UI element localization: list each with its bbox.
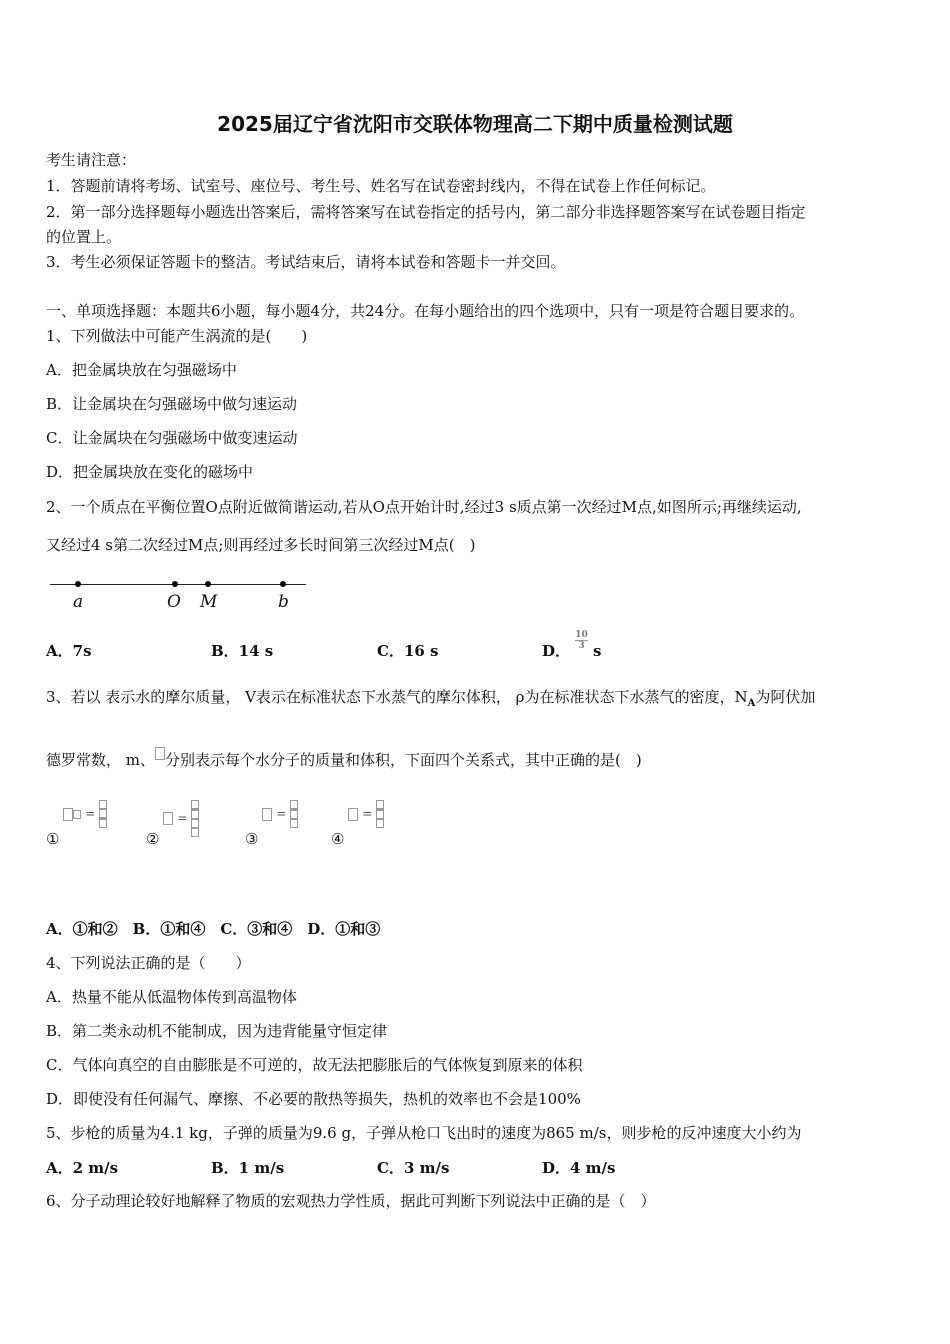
formula-4: ④ = xyxy=(331,800,384,828)
q3-stem: 3、若以 表示水的摩尔质量， V表示在标准状态下水蒸气的摩尔体积， ρ为在标准状态下水蒸气的密度，$N_A$为阿伏加 xyxy=(46,688,816,709)
q3-stem: 德罗常数， m、 分别表示每个水分子的质量和体积，下面四个关系式，其中正确的是( ) xyxy=(46,750,642,770)
q3-options: A．①和② B．①和④ C．③和④ D．①和③ xyxy=(46,920,381,938)
point-label: O xyxy=(167,592,181,612)
q5-option: C．3 m/s xyxy=(377,1159,450,1177)
q5-option: A．2 m/s xyxy=(46,1159,119,1177)
point-label: b xyxy=(278,592,289,612)
q1-option: A．把金属块放在匀强磁场中 xyxy=(46,361,237,379)
notice-item: 2．第一部分选择题每小题选出答案后，需将答案写在试卷指定的括号内，第二部分非选择题答案写在试卷题目指定 xyxy=(46,203,806,221)
point-label: M xyxy=(200,592,218,612)
q2-stem: 又经过4 s第二次经过M点;则再经过多长时间第三次经过M点( ) xyxy=(46,536,476,554)
q5-stem: 5、步枪的质量为4.1 kg，子弹的质量为9.6 g，子弹从枪口飞出时的速度为865 m/s，则步枪的反冲速度大小约为 xyxy=(46,1124,802,1142)
oscillation-diagram xyxy=(50,575,310,615)
q1-option: D．把金属块放在变化的磁场中 xyxy=(46,463,254,481)
q2-option-d: D． $\frac{10}{3}$ s xyxy=(542,629,602,660)
notice-item: 的位置上。 xyxy=(46,228,122,246)
section-heading: 一、单项选择题：本题共6小题，每小题4分，共24分。在每小题给出的四个选项中，只有一项是符合题目要求的。 xyxy=(46,302,805,320)
notice-heading: 考生请注意： xyxy=(46,151,137,169)
q2-stem: 2、一个质点在平衡位置O点附近做简谐运动,若从O点开始计时,经过3 s质点第一次经过M点,如图所示;再继续运动, xyxy=(46,498,802,516)
q4-option: A．热量不能从低温物体传到高温物体 xyxy=(46,988,297,1006)
formula-2: ② = xyxy=(146,800,199,837)
fraction: $\frac{10}{3}$ xyxy=(575,629,588,651)
q5-option: B．1 m/s xyxy=(211,1159,285,1177)
q4-stem: 4、下列说法正确的是（ ） xyxy=(46,954,251,972)
q5-option: D．4 m/s xyxy=(542,1159,616,1177)
notice-item: 3．考生必须保证答题卡的整洁。考试结束后，请将本试卷和答题卡一并交回。 xyxy=(46,253,566,271)
q4-option: B．第二类永动机不能制成，因为违背能量守恒定律 xyxy=(46,1022,388,1040)
q4-option: C．气体向真空的自由膨胀是不可逆的，故无法把膨胀后的气体恢复到原来的体积 xyxy=(46,1056,583,1074)
formula-1: ① = xyxy=(46,800,107,828)
q1-option: B．让金属块在匀强磁场中做匀速运动 xyxy=(46,395,298,413)
q1-stem: 1、下列做法中可能产生涡流的是( ) xyxy=(46,327,308,345)
point-label: a xyxy=(73,592,84,612)
q2-option: A．7s xyxy=(46,642,92,660)
q6-stem: 6、分子动理论较好地解释了物质的宏观热力学性质，据此可判断下列说法中正确的是（ ） xyxy=(46,1192,656,1210)
q4-option: D．即使没有任何漏气、摩擦、不必要的散热等损失，热机的效率也不会是100% xyxy=(46,1090,581,1108)
q1-option: C．让金属块在匀强磁场中做变速运动 xyxy=(46,429,298,447)
q2-option: B．14 s xyxy=(211,642,274,660)
notice-item: 1．答题前请将考场、试室号、座位号、考生号、姓名写在试卷密封线内，不得在试卷上作任何标记。 xyxy=(46,177,716,195)
formula-3: ③ = xyxy=(245,800,298,828)
page-title: 2025届辽宁省沈阳市交联体物理高二下期中质量检测试题 xyxy=(217,112,733,136)
q2-option: C．16 s xyxy=(377,642,439,660)
